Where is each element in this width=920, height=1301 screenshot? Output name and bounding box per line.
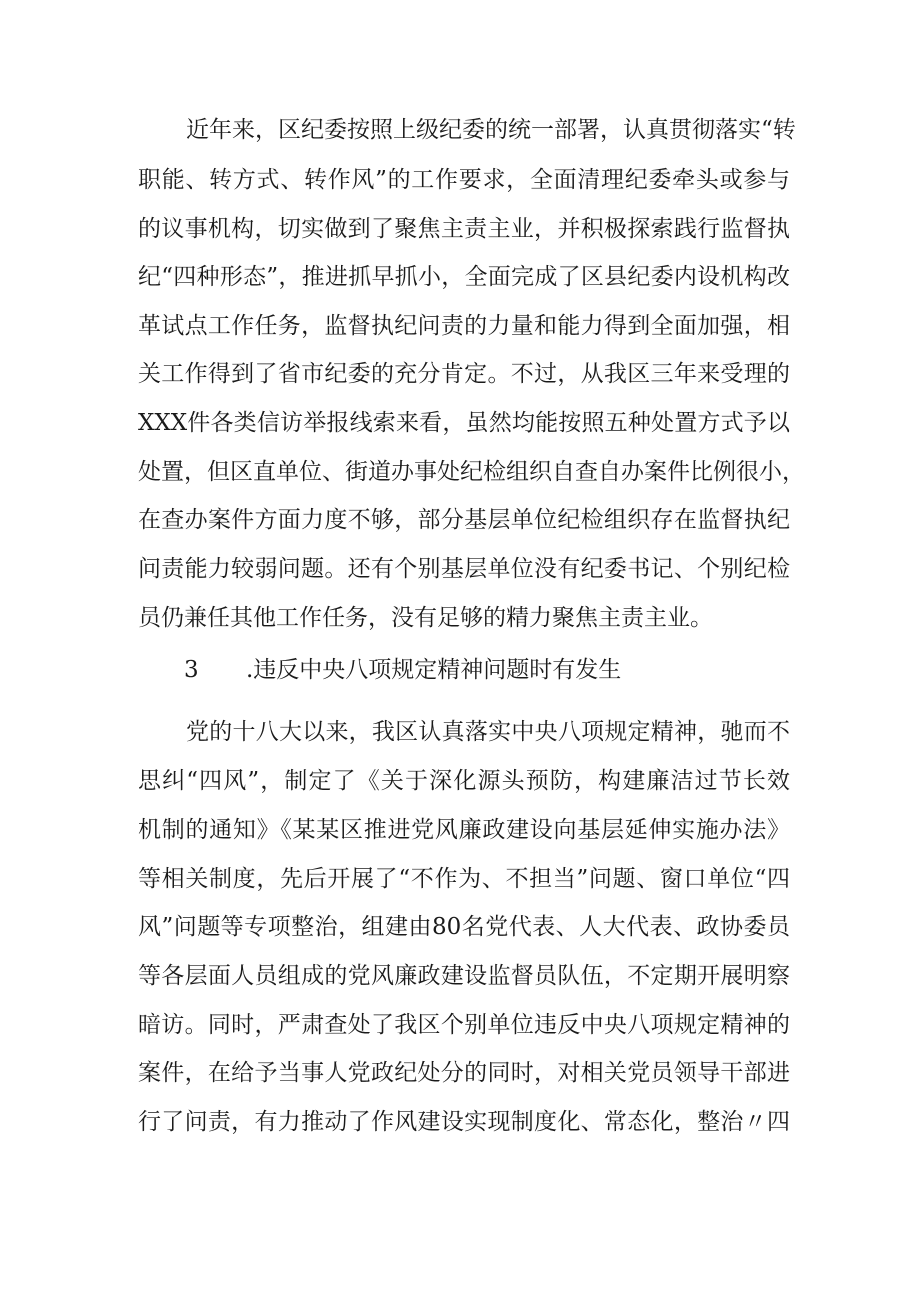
paragraph-line: 处置，但区直单位、街道办事处纪检组织自查自办案件比例很小， — [138, 459, 805, 485]
paragraph-line: 问责能力较弱问题。还有个别基层单位没有纪委书记、个别纪检 — [138, 556, 790, 582]
paragraph-line: 近年来，区纪委按照上级纪委的统一部署，认真贯彻落实“转 — [186, 117, 796, 143]
paragraph-line: 关工作得到了省市纪委的充分肯定。不过，从我区三年来受理的 — [138, 361, 790, 387]
paragraph-line: 暗访。同时，严肃查处了我区个别单位违反中央八项规定精神的 — [138, 1012, 790, 1038]
paragraph-line: 案件，在给予当事人党政纪处分的同时，对相关党员领导干部进 — [138, 1060, 790, 1086]
paragraph-line: 纪“四种形态”，推进抓早抓小，全面完成了区县纪委内设机构改 — [138, 264, 790, 290]
paragraph-line: 风”问题等专项整治，组建由80名党代表、人大代表、政协委员 — [138, 914, 790, 940]
paragraph-line: 思纠“四风”，制定了《关于深化源头预防，构建廉洁过节长效 — [138, 768, 790, 794]
paragraph-line: 革试点工作任务，监督执纪问责的力量和能力得到全面加强，相 — [138, 313, 790, 339]
paragraph-line: 等相关制度，先后开展了“不作为、不担当”问题、窗口单位“四 — [138, 866, 790, 892]
paragraph-line: 职能、转方式、转作风”的工作要求，全面清理纪委牵头或参与 — [138, 167, 790, 193]
paragraph-line: XXX件各类信访举报线索来看，虽然均能按照五种处置方式予以 — [138, 410, 790, 436]
paragraph-line: 员仍兼任其他工作任务，没有足够的精力聚焦主责主业。 — [138, 605, 713, 631]
paragraph-line: 在查办案件方面力度不够，部分基层单位纪检组织存在监督执纪 — [138, 507, 790, 533]
section-number: 3 — [184, 657, 199, 683]
paragraph-line: 党的十八大以来，我区认真落实中央八项规定精神，驰而不 — [186, 719, 790, 745]
section-heading — [184, 655, 621, 685]
paragraph-line: 的议事机构，切实做到了聚焦主责主业，并积极探索践行监督执 — [138, 216, 790, 242]
paragraph-line: 机制的通知》《某某区推进党风廉政建设向基层延伸实施办法》 — [138, 817, 790, 843]
paragraph-line: 等各层面人员组成的党风廉政建设监督员队伍，不定期开展明察 — [138, 963, 790, 989]
paragraph-line: 行了问责，有力推动了作风建设实现制度化、常态化，整治〃四 — [138, 1109, 790, 1135]
section-title: .违反中央八项规定精神问题时有发生 — [246, 657, 622, 683]
